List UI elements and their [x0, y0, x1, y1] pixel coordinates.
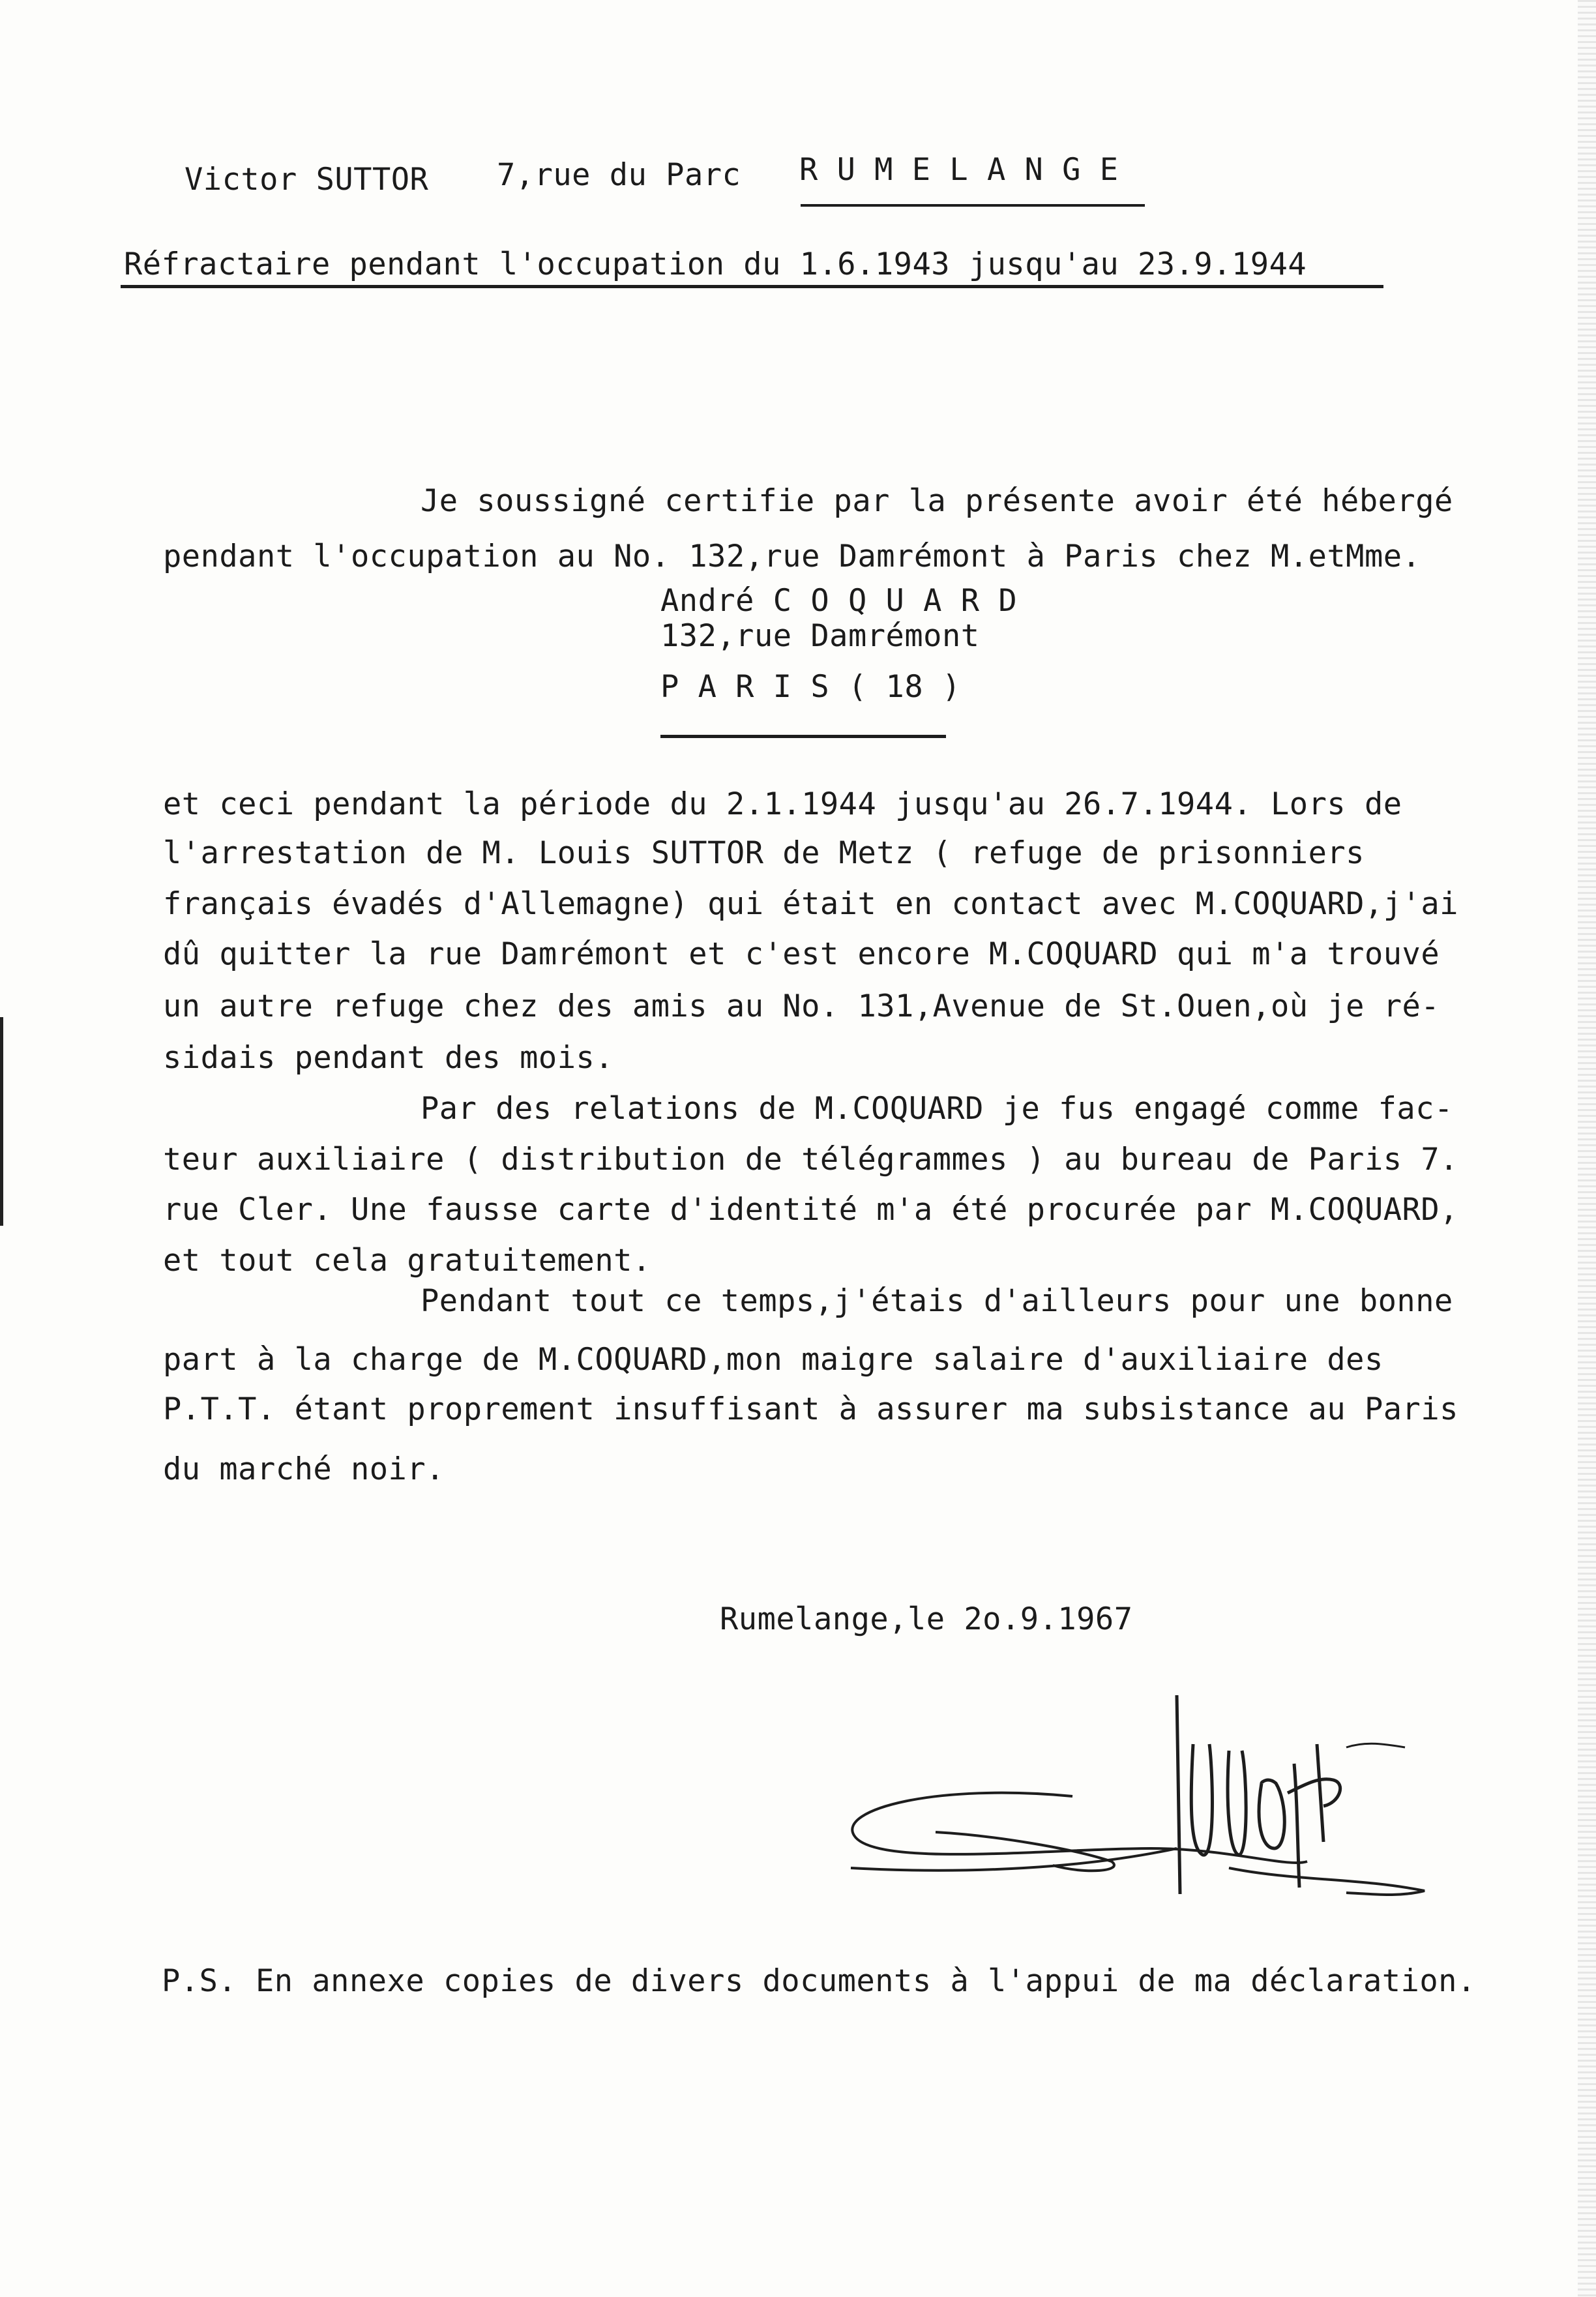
host-name: André C O Q U A R D — [660, 583, 1018, 619]
place-date: Rumelange,le 2o.9.1967 — [720, 1601, 1133, 1637]
para1-line-2: l'arrestation de M. Louis SUTTOR de Metz ( refuge de prisonniers — [163, 835, 1365, 871]
host-city: P A R I S ( 18 ) — [660, 669, 961, 705]
postscript: P.S. En annexe copies de divers documents à l'appui de ma déclaration. — [162, 1963, 1476, 1999]
intro-line-2: pendant l'occupation au No. 132,rue Damrémont à Paris chez M.etMme. — [163, 539, 1421, 574]
para2-line-3: rue Cler. Une fausse carte d'identité m'a été procurée par M.COQUARD, — [163, 1192, 1458, 1228]
scan-edge-left — [0, 1017, 3, 1226]
para3-line-3: P.T.T. étant proprement insuffisant à assurer ma subsistance au Paris — [163, 1391, 1458, 1427]
address-underline — [660, 735, 946, 738]
sender-address: 7,rue du Parc — [497, 157, 741, 193]
scan-edge-right — [1578, 0, 1596, 2297]
sender-name: Victor SUTTOR — [185, 162, 429, 198]
para1-line-3: français évadés d'Allemagne) qui était en contact avec M.COQUARD,j'ai — [163, 886, 1458, 922]
para1-line-6: sidais pendant des mois. — [163, 1040, 614, 1076]
subject-line: Réfractaire pendant l'occupation du 1.6.1943 jusqu'au 23.9.1944 — [124, 246, 1307, 282]
para3-line-1: Pendant tout ce temps,j'étais d'ailleurs pour une bonne — [421, 1283, 1453, 1319]
para2-line-2: teur auxiliaire ( distribution de télégrammes ) au bureau de Paris 7. — [163, 1142, 1458, 1178]
para1-line-5: un autre refuge chez des amis au No. 131,Avenue de St.Ouen,où je ré- — [163, 988, 1440, 1024]
host-street: 132,rue Damrémont — [660, 618, 980, 654]
para2-line-1: Par des relations de M.COQUARD je fus engagé comme fac- — [421, 1091, 1453, 1127]
sender-town: R U M E L A N G E — [799, 152, 1119, 188]
signature-image — [838, 1672, 1444, 1953]
para1-line-4: dû quitter la rue Damrémont et c'est encore M.COQUARD qui m'a trouvé — [163, 936, 1440, 972]
subject-underline — [121, 285, 1383, 288]
para3-line-2: part à la charge de M.COQUARD,mon maigre salaire d'auxiliaire des — [163, 1342, 1383, 1378]
intro-line-1: Je soussigné certifie par la présente avoir été hébergé — [421, 483, 1453, 519]
para2-line-4: et tout cela gratuitement. — [163, 1243, 651, 1279]
town-underline — [801, 204, 1145, 207]
para1-line-1: et ceci pendant la période du 2.1.1944 jusqu'au 26.7.1944. Lors de — [163, 786, 1402, 822]
para3-line-4: du marché noir. — [163, 1451, 445, 1487]
